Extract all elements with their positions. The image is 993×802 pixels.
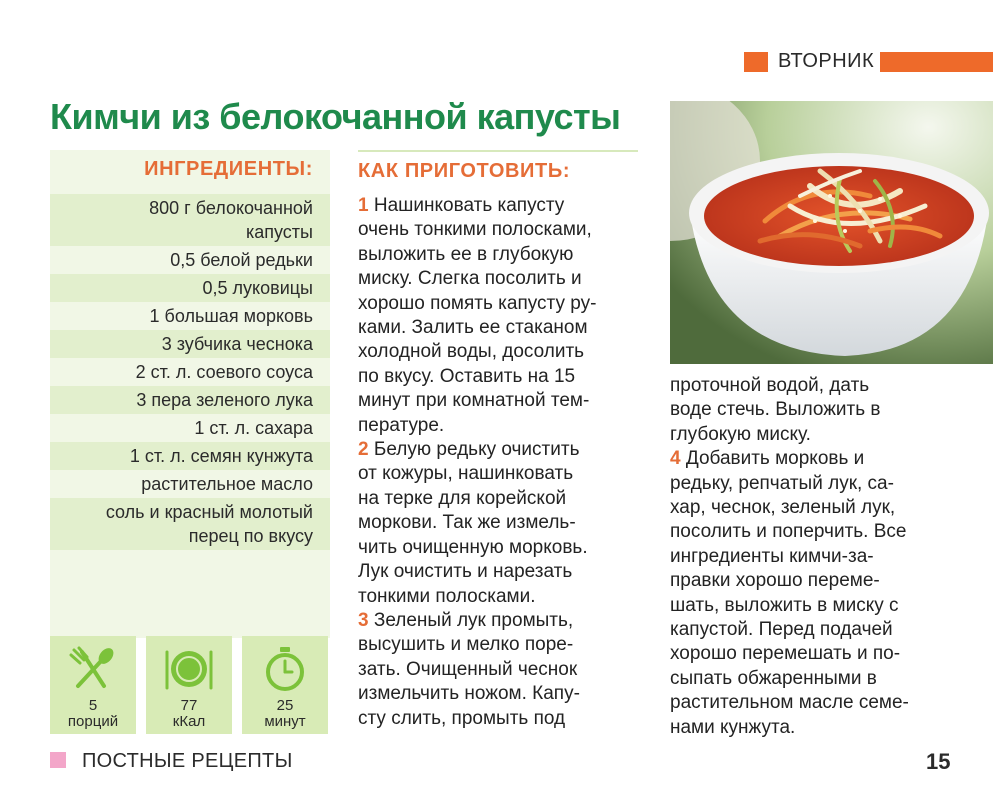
- step-first-text: Белую редьку очистить: [373, 439, 580, 461]
- step-number: 4: [670, 448, 681, 470]
- step-line: холодной воды, досолить: [358, 341, 585, 363]
- step-line: выложить ее в глубокую: [358, 243, 574, 265]
- step-line: моркови. Так же измель-: [358, 512, 576, 534]
- step-line: посолить и поперчить. Все: [670, 521, 907, 543]
- step-line: от кожуры, нашинковать: [358, 463, 574, 485]
- footer-square: [50, 752, 66, 768]
- method-divider: [358, 150, 638, 152]
- ingredient-item: [50, 302, 330, 330]
- ingredient-item: [50, 358, 330, 386]
- step-line: шать, выложить в миску с: [670, 594, 899, 616]
- day-label: ВТОРНИК: [778, 50, 875, 72]
- ingredient-line: растительное масло: [141, 474, 313, 494]
- time-stat: [242, 636, 328, 734]
- ingredient-item: [50, 414, 330, 442]
- step-number: 2: [358, 439, 369, 461]
- step-line: измельчить ножом. Капу-: [358, 683, 580, 705]
- ingredient-line: 800 г белокочанной: [149, 198, 313, 218]
- step-line: Лук очистить и нарезать: [358, 561, 573, 583]
- step-line: тонкими полосками.: [358, 585, 536, 607]
- step-line: пературе.: [358, 414, 445, 436]
- step-first-text: Зеленый лук промыть,: [373, 609, 574, 631]
- stopwatch-icon: [260, 644, 310, 694]
- ingredient-line: 0,5 луковицы: [202, 278, 313, 298]
- calories-value: 77: [180, 697, 198, 714]
- step-line: редьку, репчатый лук, са-: [670, 472, 894, 494]
- ingredient-line: 1 ст. л. сахара: [194, 418, 313, 438]
- ingredient-line: 1 ст. л. семян кунжута: [129, 446, 313, 466]
- ingredient-item: [50, 330, 330, 358]
- footer-section-label: ПОСТНЫЕ РЕЦЕПТЫ: [82, 750, 293, 772]
- step-line: высушить и мелко поре-: [358, 634, 574, 656]
- ingredient-line: 0,5 белой редьки: [170, 250, 313, 270]
- step-first-line: [670, 447, 970, 471]
- ingredient-line: 1 большая морковь: [149, 306, 313, 326]
- time-value: 25: [276, 697, 294, 714]
- ingredient-line: соль и красный молотый: [105, 502, 313, 522]
- calories-unit: кКал: [172, 713, 206, 730]
- method-continued-column: [670, 374, 970, 740]
- day-bar-left: [744, 52, 768, 72]
- step-line: ингредиенты кимчи-за-: [670, 545, 874, 567]
- step-line: нами кунжута.: [670, 716, 796, 738]
- step-line: хорошо перемешать и по-: [670, 643, 901, 665]
- step-first-line: [358, 438, 648, 462]
- step-line: зать. Очищенный чеснок: [358, 658, 578, 680]
- ingredient-line: перец по вкусу: [188, 526, 313, 546]
- step-line: растительном масле семе-: [670, 692, 909, 714]
- ingredients-list: [50, 194, 330, 550]
- method-heading: КАК ПРИГОТОВИТЬ:: [358, 160, 571, 182]
- calories-stat: [146, 636, 232, 734]
- ingredient-item: [50, 498, 330, 550]
- step-line: хорошо помять капусту ру-: [358, 292, 597, 314]
- step-line: по вкусу. Оставить на 15: [358, 365, 576, 387]
- step-number: 1: [358, 195, 369, 216]
- step-line: очень тонкими полосками,: [358, 219, 592, 241]
- ingredient-item: [50, 442, 330, 470]
- step-line: минут при комнатной тем-: [358, 390, 590, 412]
- step-line: хар, чеснок, зеленый лук,: [670, 497, 896, 519]
- fork-spoon-icon: [68, 644, 118, 694]
- servings-stat: [50, 636, 136, 734]
- dish-photo: [670, 101, 993, 364]
- ingredient-item: [50, 470, 330, 498]
- step-first-line: [358, 194, 648, 218]
- step-line: проточной водой, дать: [670, 375, 870, 396]
- ingredient-item: [50, 246, 330, 274]
- step-line: чить очищенную морковь.: [358, 536, 588, 558]
- step-line: воде стечь. Выложить в: [670, 399, 881, 421]
- day-bar-right: [880, 52, 993, 72]
- servings-value: 5: [88, 697, 98, 714]
- step-line: глубокую миску.: [670, 423, 811, 445]
- ingredient-item: [50, 194, 330, 246]
- step-first-line: [358, 609, 648, 633]
- step-line: капустой. Перед подачей: [670, 619, 893, 641]
- method-steps-column: [358, 194, 648, 731]
- ingredient-line: 3 пера зеленого лука: [136, 390, 313, 410]
- step-line: сту слить, промыть под: [358, 707, 566, 729]
- ingredient-line: 2 ст. л. соевого соуса: [135, 362, 313, 382]
- page-number: 15: [926, 749, 951, 774]
- ingredient-item: [50, 274, 330, 302]
- step-line: сыпать обжаренными в: [670, 667, 877, 689]
- ingredient-line: 3 зубчика чеснока: [161, 334, 313, 354]
- step-line: правки хорошо переме-: [670, 570, 880, 592]
- servings-unit: порций: [67, 713, 119, 730]
- ingredient-item: [50, 386, 330, 414]
- step-number: 3: [358, 609, 369, 631]
- step-line: миску. Слегка посолить и: [358, 268, 582, 290]
- recipe-title: Кимчи из белокочанной капусты: [50, 96, 621, 137]
- time-unit: минут: [264, 713, 306, 730]
- ingredient-line: капусты: [245, 222, 313, 242]
- step-line: ками. Залить ее стаканом: [358, 317, 588, 339]
- step-first-text: Добавить морковь и: [685, 448, 865, 470]
- step-line: на терке для корейской: [358, 487, 567, 509]
- ingredients-heading: ИНГРЕДИЕНТЫ:: [144, 158, 313, 180]
- plate-icon: [164, 644, 214, 694]
- step-first-text: Нашинковать капусту: [373, 195, 565, 216]
